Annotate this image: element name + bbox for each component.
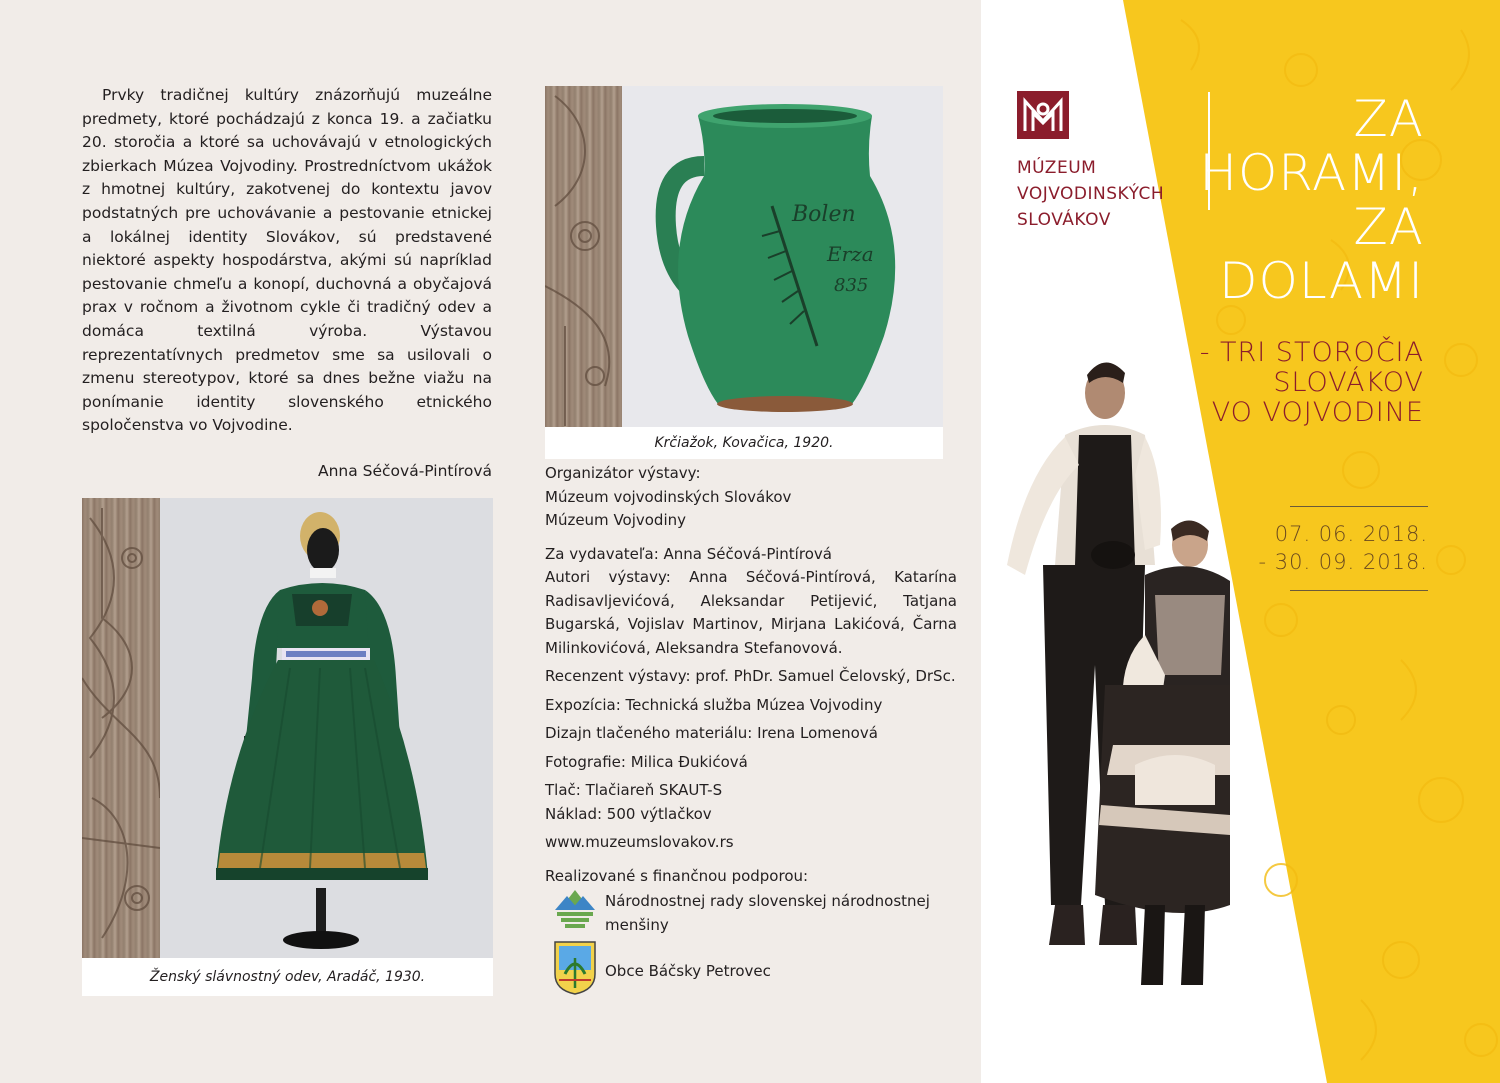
museum-name-line-2: VOJVODINSKÝCH <box>1017 184 1165 204</box>
subtitle-line-2: SLOVÁKOV <box>1273 367 1424 398</box>
jug-photo <box>622 86 943 427</box>
photography-credit: Fotografie: Milica Đukićová <box>545 752 748 771</box>
support-label: Realizované s finančnou podporou: <box>545 866 809 885</box>
wood-carving-strip <box>545 86 622 427</box>
title-line-2: HORAMI, <box>1199 144 1424 202</box>
exhibition-title <box>1199 92 1424 308</box>
jug-inscription-line-1: Bolen <box>792 202 856 227</box>
exhibition-authors: Autori výstavy: Anna Séčová-Pintírová, Katarína Radisavljevićová, Aleksandar Petijević, Tatjana Bugarská, Vojislav Martinov, Mirjana Lakićová, Čarna Milinkovićová, Aleksandra Stefanovová. <box>545 568 957 657</box>
dress-photo <box>160 498 493 958</box>
dress-photo-caption: Ženský slávnostný odev, Aradáč, 1930. <box>149 969 426 985</box>
sponsor-1-name: Národnostnej rady slovenskej národnostnej menšiny <box>605 892 930 934</box>
publisher: Za vydavateľa: Anna Séčová-Pintírová <box>545 544 832 563</box>
print-credit: Tlač: Tlačiareň SKAUT-S <box>545 781 723 799</box>
museum-name-line-3: SLOVÁKOV <box>1017 210 1111 230</box>
museum-name <box>1017 155 1164 233</box>
date-to: - 30. 09. 2018. <box>1258 550 1428 574</box>
museum-name-line-1: MÚZEUM <box>1017 158 1097 178</box>
intro-author: Anna Séčová-Pintírová <box>317 462 492 480</box>
exhibition-subtitle <box>1200 338 1424 428</box>
sponsor-2-name: Obce Báčsky Petrovec <box>605 962 771 980</box>
dress-photo-card <box>82 498 493 996</box>
reviewer: Recenzent výstavy: prof. PhDr. Samuel Čelovský, DrSc. <box>545 667 956 685</box>
intro-paragraph: Prvky tradičnej kultúry znázorňujú muzeálne predmety, ktoré pochádzajú z konca 19. a začiatku 20. storočia a ktoré sa uchovávajú v etnologických zbierkach Múzea Vojvodiny. Prostredníctvom ukážok z hmotnej kultúry, zakotvenej do kontextu javov podstatných pre uchovávanie a pestovanie etnickej a lokálnej identity Slovákov, sú predstavené niektoré aspekty hospodárstva, akými sú napríklad pestovanie chmeľu a konopí, duchovná a obyčajová prax v ročnom a životnom cykle či tradičný odev a domáca textilná výroba. Výstavou reprezentatívnych predmetov sme sa usilovali o zmenu stereotypov, ktoré sa dnes bežne viažu na ponímanie identity slovenského etnického spoločenstva vo Vojvodine. <box>82 86 492 435</box>
jug-inscription-line-3: 835 <box>834 275 869 296</box>
museum-logo-icon <box>1017 91 1069 139</box>
exhibition-dates <box>1258 520 1428 576</box>
title-line-3: ZA <box>1353 198 1424 256</box>
organizer-label: Organizátor výstavy: <box>545 464 701 482</box>
exposition: Expozícia: Technická služba Múzea Vojvodiny <box>545 695 883 714</box>
wood-carving-strip <box>82 498 160 958</box>
couple-photo <box>995 345 1230 1000</box>
jug-inscription-line-2: Erza <box>827 242 874 266</box>
organizer-2: Múzeum Vojvodiny <box>545 511 687 529</box>
folk-dress-image <box>160 498 493 958</box>
municipality-coat-of-arms-icon <box>553 940 597 996</box>
design-credit: Dizajn tlačeného materiálu: Irena Lomenová <box>545 724 878 742</box>
date-divider-top <box>1290 506 1428 507</box>
national-council-logo-icon <box>553 888 597 932</box>
copies-count: Náklad: 500 výtlačkov <box>545 804 712 823</box>
jug-photo-card <box>545 86 943 459</box>
jug-photo-caption: Krčiažok, Kovačica, 1920. <box>654 435 834 451</box>
organizer-1: Múzeum vojvodinských Slovákov <box>545 487 792 506</box>
traditional-couple-image <box>995 345 1230 1000</box>
title-line-4: DOLAMI <box>1219 252 1424 310</box>
date-divider-bottom <box>1290 590 1428 591</box>
date-from: 07. 06. 2018. <box>1274 522 1428 546</box>
website-link[interactable]: www.muzeumslovakov.rs <box>545 833 734 851</box>
title-line-1: ZA <box>1353 90 1424 148</box>
subtitle-line-3: VO VOJVODINE <box>1211 397 1424 428</box>
green-jug-image <box>622 86 943 427</box>
subtitle-line-1: - TRI STOROČIA <box>1199 337 1424 368</box>
credits-block <box>545 462 957 888</box>
